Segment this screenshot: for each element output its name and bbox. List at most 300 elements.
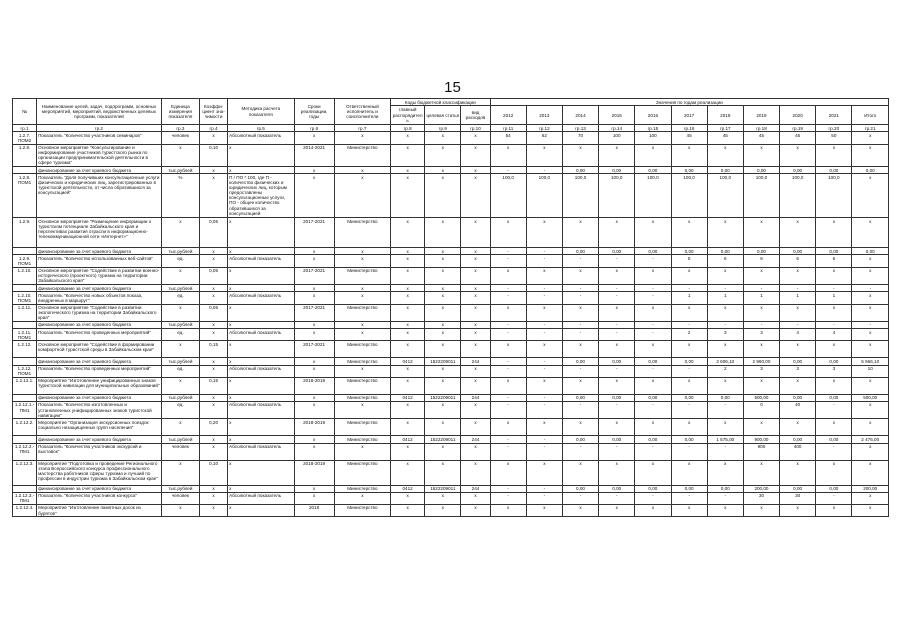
table-cell: - [635,365,671,377]
table-cell: Министерство [334,341,390,358]
table-cell: - [526,255,562,267]
table-cell: 0,00 [780,436,816,443]
table-cell: 54 [490,132,526,144]
table-cell: - [671,365,707,377]
table-cell: Министерство [334,460,390,485]
table-cell: х [816,144,852,167]
table-cell: 400 [780,443,816,460]
table-cell: - [526,443,562,460]
table-cell: х [562,144,598,167]
table-cell: х [461,174,490,218]
table-cell: - [599,443,635,460]
table-cell: - [526,248,562,255]
table-cell: Министерство [334,377,390,394]
table-cell: х [425,267,461,284]
table-cell: 0412 [391,436,425,443]
table-cell: Абсолютный показатель [228,255,294,267]
table-cell: х [161,377,199,394]
table-row [13,492,889,504]
table-cell: х [743,460,779,485]
table-cell: х [490,304,526,321]
row-name-cell: финансирование за счет краевого бюджета [37,358,162,365]
header-unit: Единица измерения показателя [161,99,199,125]
table-cell: Министерство [334,436,390,443]
table-cell: х [671,304,707,321]
table-cell: х [161,460,199,485]
column-number: гр.5 [228,125,294,132]
table-cell: х [294,443,334,460]
table-cell: х [425,218,461,248]
table-cell: х [490,419,526,436]
table-cell: х [334,167,390,174]
table-cell: 1522209011 [425,485,461,492]
table-cell: Абсолютный показатель [228,365,294,377]
table-cell: х [635,267,671,284]
row-name-cell: финансирование за счет краевого бюджета [37,285,162,292]
row-number-cell: 1.2.9. ПОМ1 [13,255,37,267]
table-cell: х [780,267,816,284]
table-cell: 1 [671,292,707,304]
table-cell: 0412 [391,394,425,401]
table-cell: 0,00 [707,394,743,401]
table-cell: х [391,419,425,436]
table-cell: 0,00 [780,394,816,401]
header-coefficient: Коэффи-циент зна-чимости [200,99,228,125]
table-cell: 6 [780,255,816,267]
table-cell: 0,00 [671,394,707,401]
table-cell: х [562,267,598,284]
table-cell: х [200,292,228,304]
table-cell: х [200,358,228,365]
table-cell: х [391,304,425,321]
table-cell: 0,00 [743,167,779,174]
column-number: гр.21 [852,125,889,132]
table-cell: 100,0 [599,174,635,218]
table-cell: тыс.рублей [161,358,199,365]
table-cell: 0,00 [599,167,635,174]
table-cell: х [816,267,852,284]
table-cell: - [599,365,635,377]
column-number: гр.10 [461,125,490,132]
header-year: 2012 [490,106,526,125]
table-cell: х [671,377,707,394]
row-name-cell: Мероприятие "Изготовление памятных досок из бурятов" [37,504,162,516]
row-number-cell [13,285,37,292]
table-row [13,419,889,436]
table-cell: - [526,485,562,492]
row-name-cell: Основное мероприятие "Консультирование и информирование участников туристского рынка по организации предпринимательской деятельности в сфере туризма" [37,144,162,167]
table-cell: х [526,304,562,321]
table-cell: х [780,377,816,394]
table-cell: х [391,365,425,377]
table-cell: 0,05 [200,304,228,321]
table-cell: - [635,329,671,341]
table-cell: х [161,144,199,167]
table-cell: х [228,436,294,443]
table-cell: х [425,504,461,516]
row-number-cell: 1.2.11. [13,304,37,321]
header-year: 2019 [743,106,779,125]
table-cell: 0,15 [200,341,228,358]
row-name-cell: финансирование за счет краевого бюджета [37,167,162,174]
table-cell: х [461,377,490,394]
table-cell: х [635,218,671,248]
table-cell: ед. [161,292,199,304]
table-cell: 50 [816,132,852,144]
table-cell: х [599,460,635,485]
row-number-cell: 1.2.12.1.-ПМ1 [13,401,37,418]
table-cell: Министерство [334,504,390,516]
table-cell: - [635,443,671,460]
table-cell: 0,00 [707,485,743,492]
table-cell: х [294,292,334,304]
table-cell: - [562,329,598,341]
row-number-cell: 1.2.10. [13,267,37,284]
table-cell: 100,0 [780,174,816,218]
table-cell: - [526,492,562,504]
table-cell: х [334,321,390,328]
table-cell: 0,00 [707,167,743,174]
table-cell: х [671,504,707,516]
table-cell: 0,00 [816,358,852,365]
column-number: гр.11 [490,125,526,132]
table-cell: х [294,248,334,255]
table-cell: х [599,218,635,248]
table-cell: - [707,321,743,328]
table-cell: х [461,365,490,377]
table-cell: - [635,255,671,267]
table-cell: х [228,167,294,174]
table-cell: - [635,321,671,328]
table-cell: х [562,377,598,394]
table-cell: х [707,341,743,358]
table-row [13,377,889,394]
table-cell: 45 [743,132,779,144]
table-cell: х [852,401,889,418]
table-cell: х [562,341,598,358]
table-row [13,167,889,174]
table-cell: х [707,419,743,436]
table-cell: ед. [161,365,199,377]
table-cell: 1522209011 [425,358,461,365]
table-cell: - [599,401,635,418]
table-cell: 5 566,10 [852,358,889,365]
table-cell: - [490,248,526,255]
table-cell: х [228,460,294,485]
table-cell: тыс.рублей [161,248,199,255]
table-cell: 2018-2019 [294,460,334,485]
row-number-cell [13,485,37,492]
table-row [13,401,889,418]
row-number-cell [13,436,37,443]
column-numbers-row [13,125,889,132]
table-cell: 0,00 [599,248,635,255]
table-cell: х [852,460,889,485]
table-cell: х [526,341,562,358]
table-cell: 3 [780,365,816,377]
table-cell: х [425,321,461,328]
table-cell: х [852,132,889,144]
row-number-cell: 1.2.8. [13,144,37,167]
table-cell: х [425,377,461,394]
table-cell: Абсолютный показатель [228,443,294,460]
table-cell: х [200,492,228,504]
table-cell: 0,10 [200,144,228,167]
table-cell: х [743,304,779,321]
table-cell: х [852,492,889,504]
table-cell: х [852,341,889,358]
header-name: Наименование целей, задач, подпрограмм, основных мероприятий, мероприятий, ведомственных целевых программ, показателей [37,99,162,125]
table-cell: - [599,285,635,292]
table-cell: х [200,255,228,267]
table-cell: х [425,329,461,341]
table-cell: х [526,144,562,167]
table-cell: Министерство [334,267,390,284]
table-cell: х [526,377,562,394]
table-cell: 244 [461,394,490,401]
table-cell: х [425,248,461,255]
table-cell: х [200,248,228,255]
table-cell: 244 [461,436,490,443]
table-cell: х [391,248,425,255]
table-cell: х [294,485,334,492]
row-name-cell: Показатель "Количество участников конкурса" [37,492,162,504]
table-cell: х [461,248,490,255]
table-cell: 200,00 [743,485,779,492]
table-cell: х [599,341,635,358]
row-name-cell: Показатель "Доля получивших консультационные услуги физических и юридических лиц, зарегистрированных в туристской деятельности, от числа обратившихся за консультацией" [37,174,162,218]
table-row [13,132,889,144]
table-cell: х [461,341,490,358]
table-cell: 45 [707,132,743,144]
table-cell: - [490,285,526,292]
table-cell: х [635,304,671,321]
table-cell: х [461,460,490,485]
table-cell: х [707,304,743,321]
table-cell: 4 [780,329,816,341]
table-cell: 1 [780,292,816,304]
table-cell: х [200,365,228,377]
table-cell: х [461,132,490,144]
table-cell: 0,00 [635,248,671,255]
table-cell: 0,15 [200,377,228,394]
table-cell: х [228,485,294,492]
table-cell: х [425,443,461,460]
table-cell: х [425,144,461,167]
table-cell: х [635,419,671,436]
table-cell: - [526,321,562,328]
table-cell: х [599,419,635,436]
table-cell: х [852,419,889,436]
table-cell: х [200,485,228,492]
table-cell: 100,0 [671,174,707,218]
table-cell: 2018-2019 [294,419,334,436]
table-cell: - [671,321,707,328]
table-cell: х [562,218,598,248]
table-cell: 2018-2019 [294,377,334,394]
table-cell: х [816,218,852,248]
table-row [13,174,889,218]
column-number: гр.16 [671,125,707,132]
table-row [13,394,889,401]
row-number-cell [13,248,37,255]
table-cell: х [671,218,707,248]
table-row [13,365,889,377]
row-name-cell: Показатель "Количество использованных веб-сайтов" [37,255,162,267]
table-cell: х [461,401,490,418]
table-cell: х [391,329,425,341]
table-cell: х [391,401,425,418]
table-cell: х [461,492,490,504]
table-cell: х [425,132,461,144]
table-cell: - [562,492,598,504]
table-cell: 0,00 [816,436,852,443]
table-cell: х [200,394,228,401]
header-year: 2013 [526,106,562,125]
column-number: гр.15 [635,125,671,132]
table-cell: - [816,401,852,418]
row-number-cell: 1.2.11. ПОМ1 [13,329,37,341]
table-cell: х [391,285,425,292]
table-cell: 2 606,10 [707,358,743,365]
table-cell: х [780,460,816,485]
table-cell: х [228,321,294,328]
table-cell: х [391,218,425,248]
table-cell: х [526,504,562,516]
table-cell: - [490,436,526,443]
row-number-cell: 1.2.8. ПОМ1 [13,174,37,218]
table-cell: 0,00 [562,358,598,365]
table-cell: 10 [852,365,889,377]
table-cell: тыс.рублей [161,394,199,401]
table-cell: 0,00 [599,485,635,492]
table-cell: 900 [743,443,779,460]
table-cell: х [599,304,635,321]
table-cell: - [562,365,598,377]
table-cell: х [707,267,743,284]
table-row [13,144,889,167]
table-cell: 0,00 [671,436,707,443]
table-cell: х [161,267,199,284]
table-cell: х [228,218,294,248]
table-cell: - [562,255,598,267]
header-executor: Ответственный исполнитель и соисполнители [334,99,390,125]
table-cell: х [743,144,779,167]
table-cell: - [671,492,707,504]
table-cell: х [562,419,598,436]
table-cell: - [490,167,526,174]
table-cell: Абсолютный показатель [228,492,294,504]
table-cell: 0,00 [599,394,635,401]
column-number: гр.20 [816,125,852,132]
table-cell: х [228,285,294,292]
table-cell: х [161,419,199,436]
table-cell: х [228,304,294,321]
table-cell: 2017-2021 [294,218,334,248]
table-cell: П / ПО * 100, где П - количество физических и юридических лиц, которым предоставлены консультационные услуги, ПО - общее количество обратившихся за консультацией [228,174,294,218]
table-cell: х [200,174,228,218]
table-cell: х [743,419,779,436]
table-cell: 0,00 [635,394,671,401]
column-number: гр.12 [526,125,562,132]
table-cell: х [816,504,852,516]
table-cell: х [334,292,390,304]
table-cell: х [526,460,562,485]
row-name-cell: Показатель "Количество проведенных мероприятий" [37,329,162,341]
table-cell: х [780,304,816,321]
table-cell: х [334,255,390,267]
table-cell: х [743,504,779,516]
table-cell: х [743,218,779,248]
table-cell: 200,00 [852,485,889,492]
table-cell: х [294,401,334,418]
table-row [13,460,889,485]
table-cell: 0,00 [562,436,598,443]
table-cell: 1522209011 [425,394,461,401]
table-cell: х [161,504,199,516]
table-cell: х [852,377,889,394]
table-cell: х [228,394,294,401]
table-cell: - [816,321,852,328]
table-cell: - [562,292,598,304]
table-cell: х [461,144,490,167]
table-cell: х [294,132,334,144]
table-cell: - [562,401,598,418]
table-cell: Министерство [334,419,390,436]
table-cell: 0412 [391,485,425,492]
row-number-cell: 1.2.12.3. [13,460,37,485]
table-row [13,341,889,358]
table-cell: 3 [707,329,743,341]
table-row [13,292,889,304]
table-cell: тыс.рублей [161,167,199,174]
table-cell: 0,00 [816,167,852,174]
table-cell: - [599,255,635,267]
row-number-cell: 1.2.12.4. [13,504,37,516]
table-cell: - [526,167,562,174]
table-cell: х [391,443,425,460]
table-cell: х [490,377,526,394]
table-cell: - [526,292,562,304]
table-cell: х [334,285,390,292]
table-cell: х [461,292,490,304]
table-cell: х [671,460,707,485]
table-cell: х [562,504,598,516]
table-cell: х [294,167,334,174]
table-cell: х [391,460,425,485]
table-cell: 500,00 [743,394,779,401]
table-cell: х [461,255,490,267]
table-cell: тыс.рублей [161,485,199,492]
table-cell: х [294,394,334,401]
table-cell: х [425,292,461,304]
table-cell: х [228,504,294,516]
table-cell: Министерство [334,358,390,365]
table-cell: х [461,285,490,292]
header-budget-manager: главный распорядитель [391,106,425,125]
table-cell: х [461,304,490,321]
table-cell: 0,00 [599,436,635,443]
table-cell: - [816,443,852,460]
table-row [13,436,889,443]
table-cell: 0,00 [562,248,598,255]
column-number: гр.14 [599,125,635,132]
table-cell: 0,00 [599,358,635,365]
row-number-cell [13,167,37,174]
table-cell: - [707,443,743,460]
table-cell: - [816,285,852,292]
table-cell: х [228,341,294,358]
